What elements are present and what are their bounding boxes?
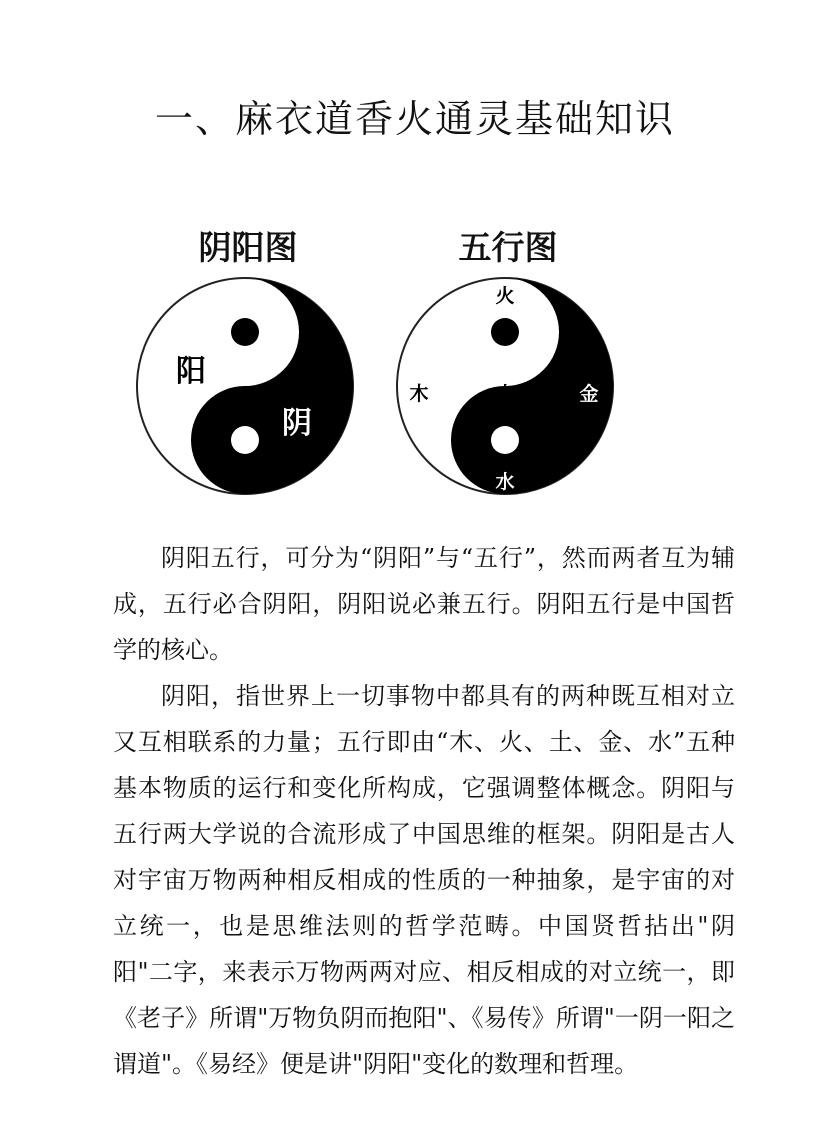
wuxing-symbol — [393, 274, 623, 496]
article-body — [113, 535, 735, 1087]
yin-label: 阴 — [282, 406, 312, 441]
fire-label: 火 — [495, 285, 515, 307]
yinyang-title: 阴阳图 — [198, 228, 298, 267]
page-title: 一、麻衣道香火通灵基础知识 — [154, 97, 675, 141]
paragraph-1: 阴阳五行，可分为“阴阳”与“五行”，然而两者互为辅成，五行必合阴阳，阴阳说必兼五行。阴阳五行是中国哲学的核心。 — [113, 544, 735, 664]
water-label: 水 — [495, 471, 515, 493]
wuxing-dark-dot — [491, 318, 519, 346]
yang-dot — [231, 426, 259, 454]
metal-label: 金 — [579, 383, 599, 405]
wuxing-light-dot — [491, 426, 519, 454]
earth-label: 土 — [495, 383, 515, 405]
yang-label: 阳 — [176, 354, 206, 389]
wuxing-title: 五行图 — [458, 228, 558, 267]
yin-dot — [231, 318, 259, 346]
wuxing-figure — [393, 222, 623, 497]
paragraph-2: 阴阳，指世界上一切事物中都具有的两种既互相对立又互相联系的力量；五行即由“木、火、土、金、水”五种基本物质的运行和变化所构成，它强调整体概念。阴阳与五行两大学说的合流形成了中国思维的框架。阴阳是古人对宇宙万物两种相反相成的性质的一种抽象，是宇宙的对立统一，也是思维法则的哲学范畴。中国贤哲拈出"阴阳"二字，来表示万物两两对应、相反相成的对立统一，即《老子》所谓"万物负阴而抱阳"、《易传》所谓"一阴一阳之谓道"。《易经》便是讲"阴阳"变化的数理和哲理。 — [113, 682, 735, 1078]
wood-label: 木 — [409, 383, 429, 405]
yinyang-symbol — [133, 274, 363, 496]
yinyang-figure — [133, 222, 363, 497]
